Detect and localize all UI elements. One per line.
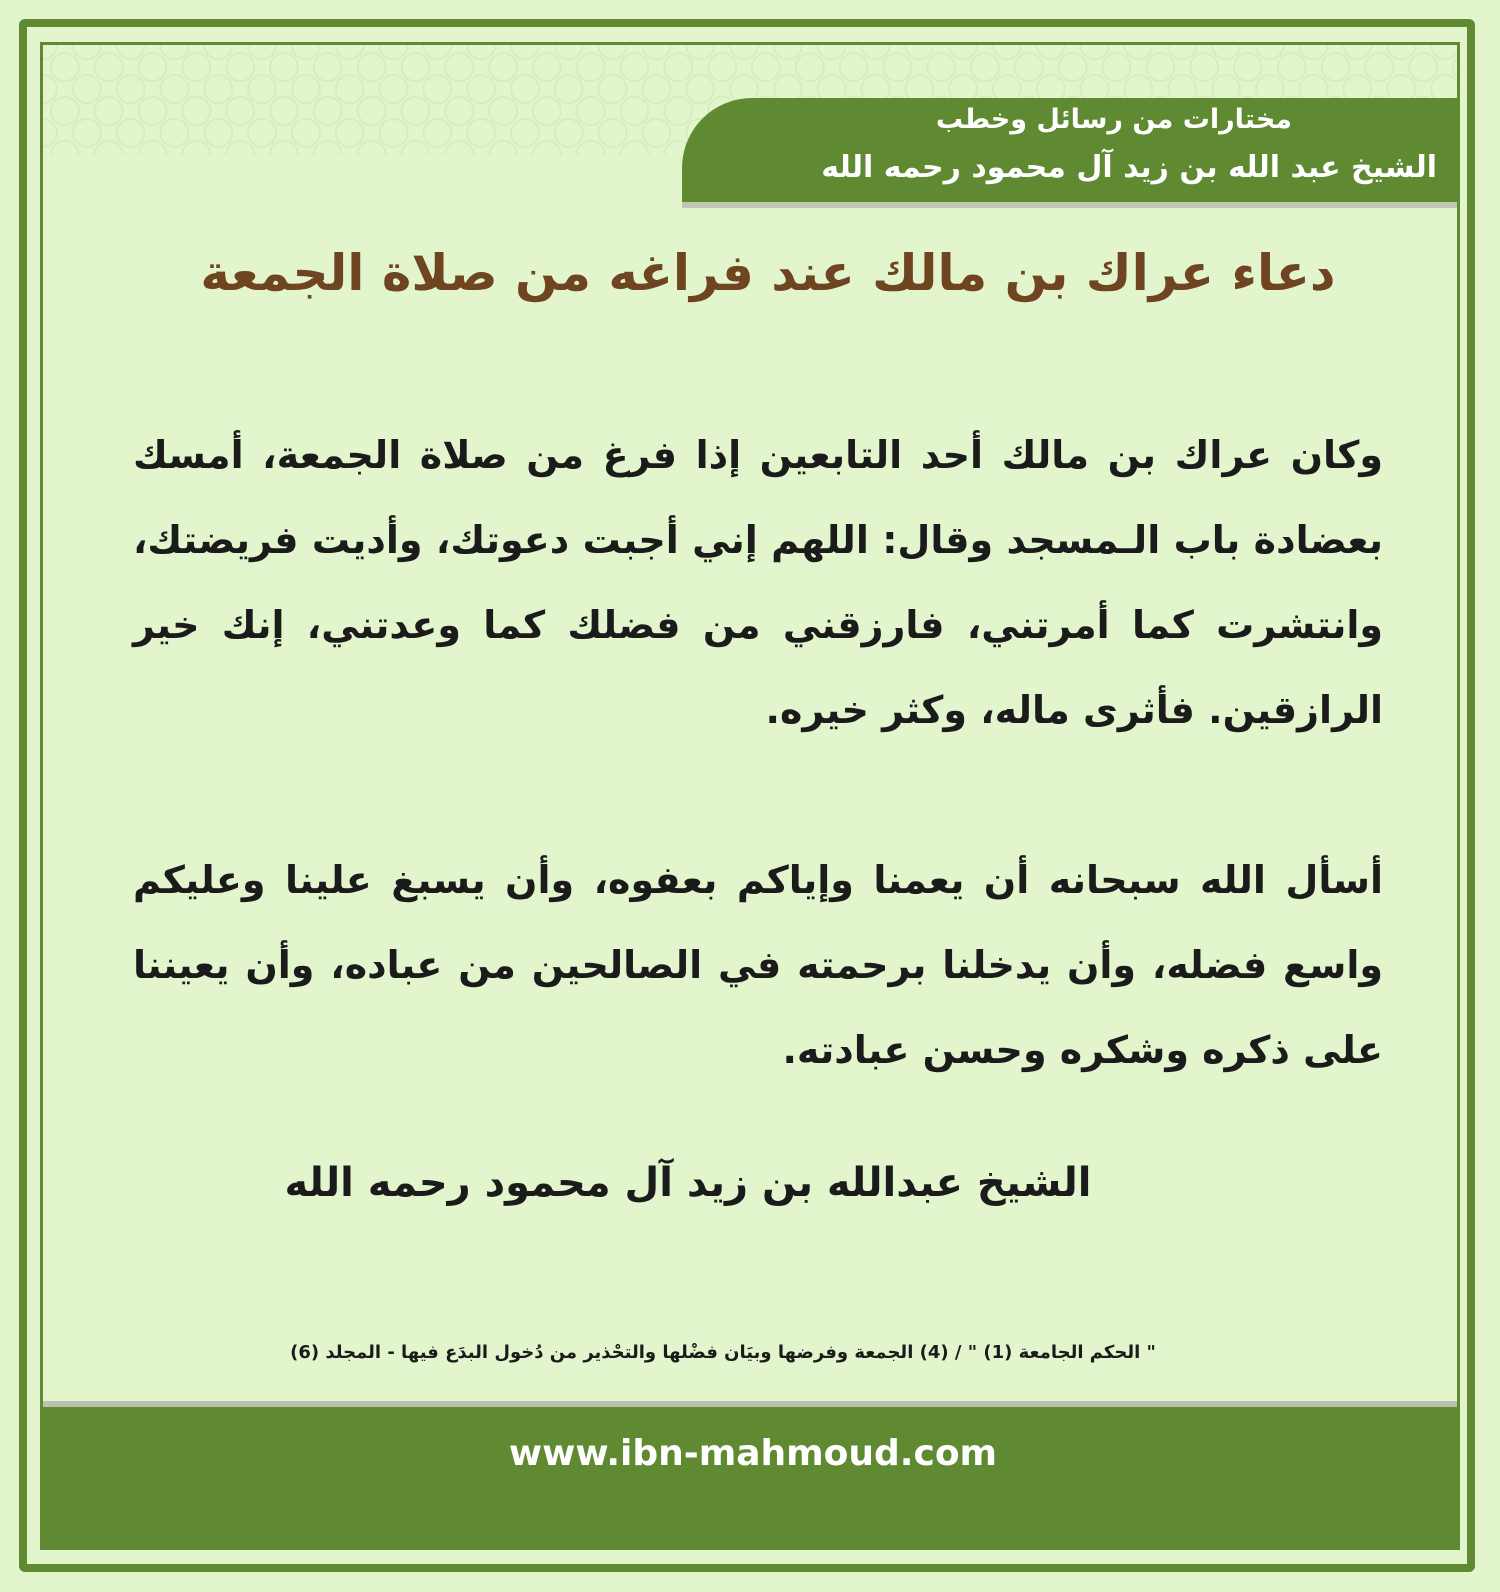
page-title: دعاء عراك بن مالك عند فراغه من صلاة الجمعة [200, 244, 1336, 302]
header-series-title: مختارات من رسائل وخطب [935, 104, 1292, 135]
content-card [40, 42, 1460, 1550]
footer-band [43, 1407, 1457, 1550]
author-signature: الشيخ عبدالله بن زيد آل محمود رحمه الله [284, 1160, 1092, 1206]
header-author-name: الشيخ عبد الله بن زيد آل محمود رحمه الله [821, 150, 1437, 185]
body-paragraph: وكان عراك بن مالك أحد التابعين إذا فرغ من صلاة الجمعة، أمسك بعضادة باب الـمسجد وقال: اللهم إني أجبت دعوتك، وأديت فريضتك، وانتشرت كما أمرتني، فارزقني من فضلك كما وعدتني، إنك خير الرازقين. فأثرى ماله، وكثر خيره. [133, 433, 1383, 732]
source-reference: " الحكم الجامعة (1) " / (4) الجمعة وفرضها وبيَان فضْلها والتحْذير من دُخول البدَع فيها - المجلد (6) [290, 1342, 1156, 1363]
article-body [133, 413, 1383, 1093]
header-banner [682, 98, 1457, 202]
body-paragraph: أسأل الله سبحانه أن يعمنا وإياكم بعفوه، وأن يسبغ علينا وعليكم واسع فضله، وأن يدخلنا برحمته في الصالحين من عباده، وأن يعيننا على ذكره وشكره وحسن عبادته. [133, 858, 1383, 1072]
website-link[interactable]: www.ibn-mahmoud.com [508, 1433, 998, 1474]
